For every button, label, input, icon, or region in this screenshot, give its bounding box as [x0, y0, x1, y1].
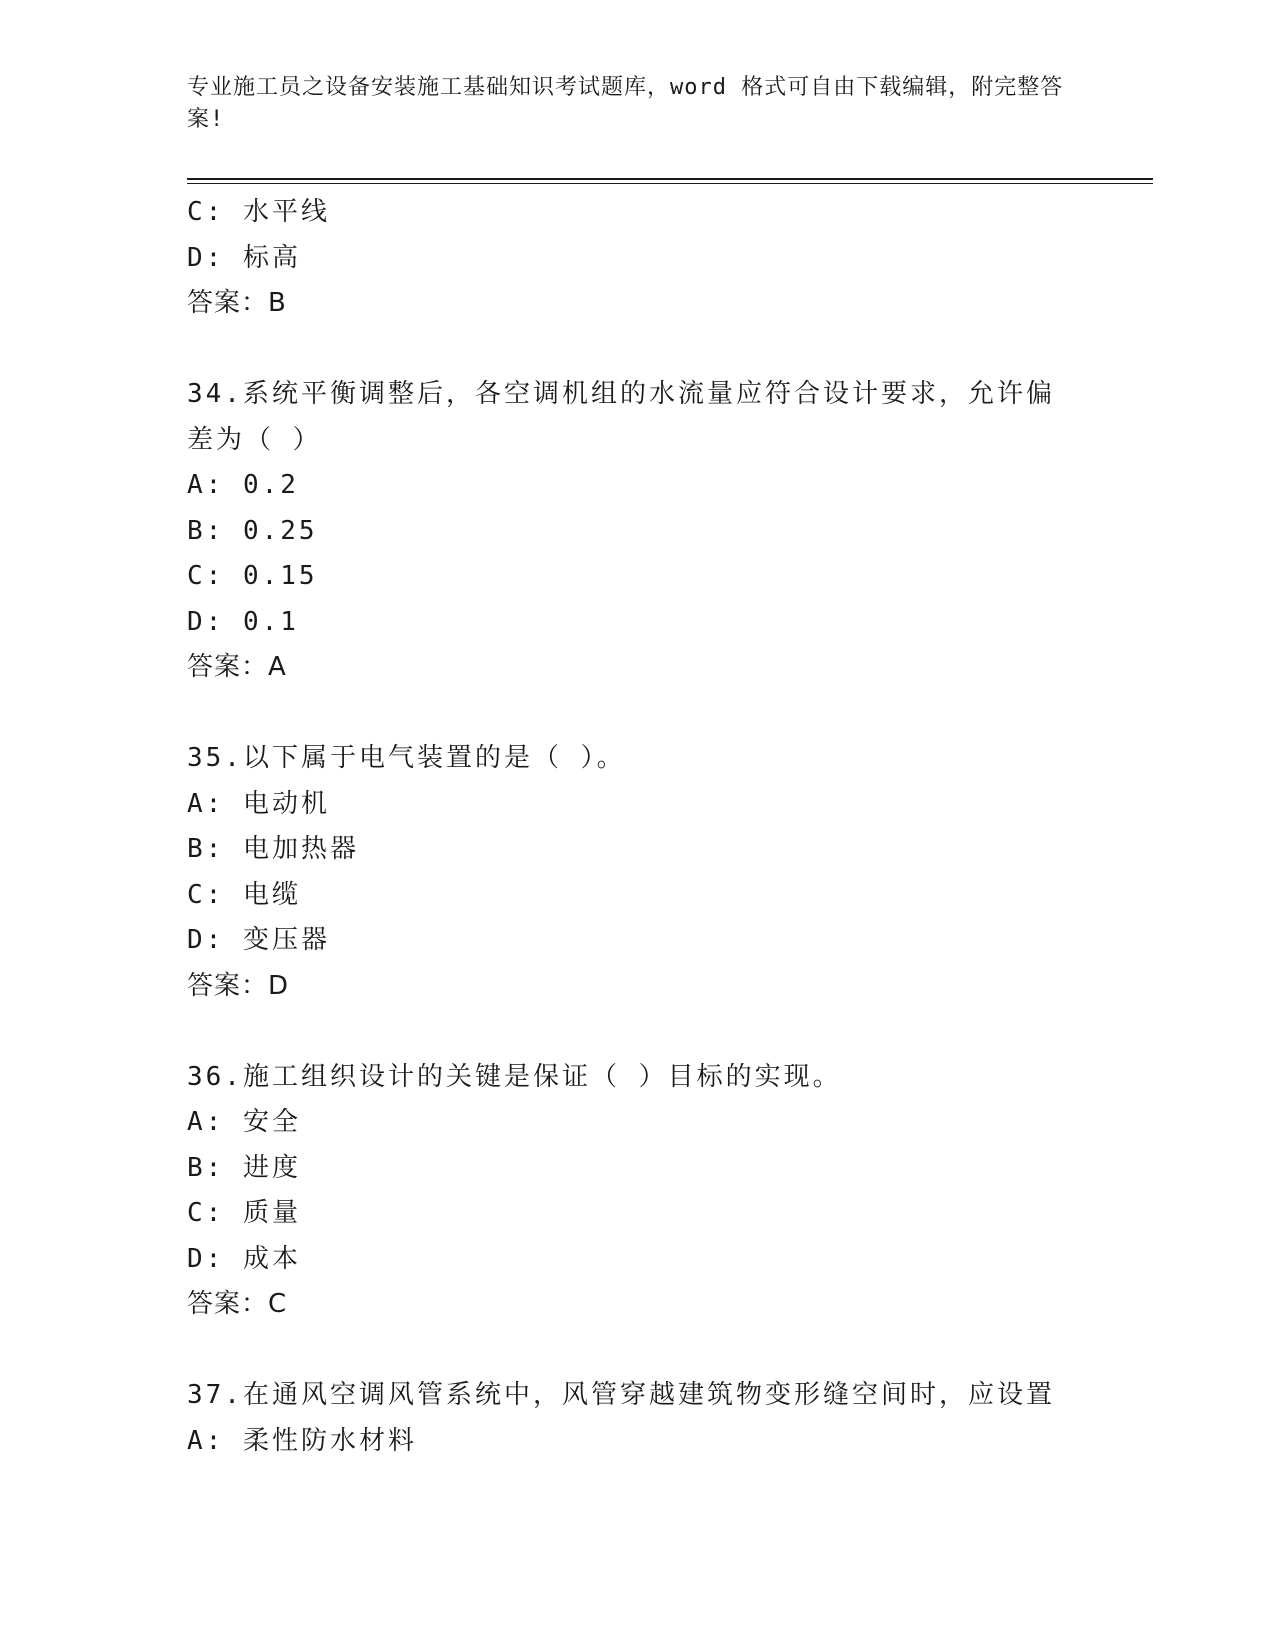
page-header: 专业施工员之设备安装施工基础知识考试题库，word 格式可自由下载编辑，附完整答案! — [187, 75, 1064, 132]
spacer — [187, 1009, 1087, 1055]
answer-line: 答案：D — [187, 970, 290, 1001]
option-c: C: 水平线 — [187, 197, 330, 227]
option-d: D: 成本 — [187, 1243, 301, 1274]
question-35 — [187, 736, 1087, 1009]
option-b: B: 进度 — [187, 1152, 301, 1183]
option-c: C: 质量 — [187, 1198, 301, 1228]
option-a: A: 0.2 — [187, 470, 299, 500]
option-c: C: 电缆 — [187, 879, 301, 910]
option-a: A: 安全 — [187, 1107, 301, 1137]
option-d: D: 变压器 — [187, 925, 330, 955]
answer-line: 答案：A — [187, 652, 287, 682]
spacer — [187, 1328, 1087, 1374]
option-a: A: 电动机 — [187, 788, 330, 819]
question-stem: 34.系统平衡调整后，各空调机组的水流量应符合设计要求，允许偏差为（ ） — [187, 379, 1055, 455]
option-b: B: 0.25 — [187, 515, 318, 546]
option-d: D: 标高 — [187, 242, 301, 273]
question-list — [187, 190, 1087, 1464]
option-d: D: 0.1 — [187, 606, 299, 637]
spacer — [187, 691, 1087, 737]
question-36 — [187, 1055, 1087, 1328]
spacer — [187, 327, 1087, 373]
question-stem: 36.施工组织设计的关键是保证（ ）目标的实现。 — [187, 1061, 842, 1092]
question-33-tail — [187, 190, 1087, 327]
option-c: C: 0.15 — [187, 561, 318, 591]
header-rule-thin — [187, 183, 1153, 184]
answer-line: 答案：B — [187, 288, 287, 318]
question-34 — [187, 372, 1087, 691]
option-a: A: 柔性防水材料 — [187, 1425, 417, 1456]
question-stem: 37.在通风空调风管系统中，风管穿越建筑物变形缝空间时，应设置 — [187, 1380, 1055, 1410]
option-b: B: 电加热器 — [187, 834, 359, 864]
header-rule-thick — [187, 178, 1153, 180]
question-37 — [187, 1373, 1087, 1464]
question-stem: 35.以下属于电气装置的是（ ）。 — [187, 743, 626, 773]
answer-line: 答案：C — [187, 1289, 288, 1319]
